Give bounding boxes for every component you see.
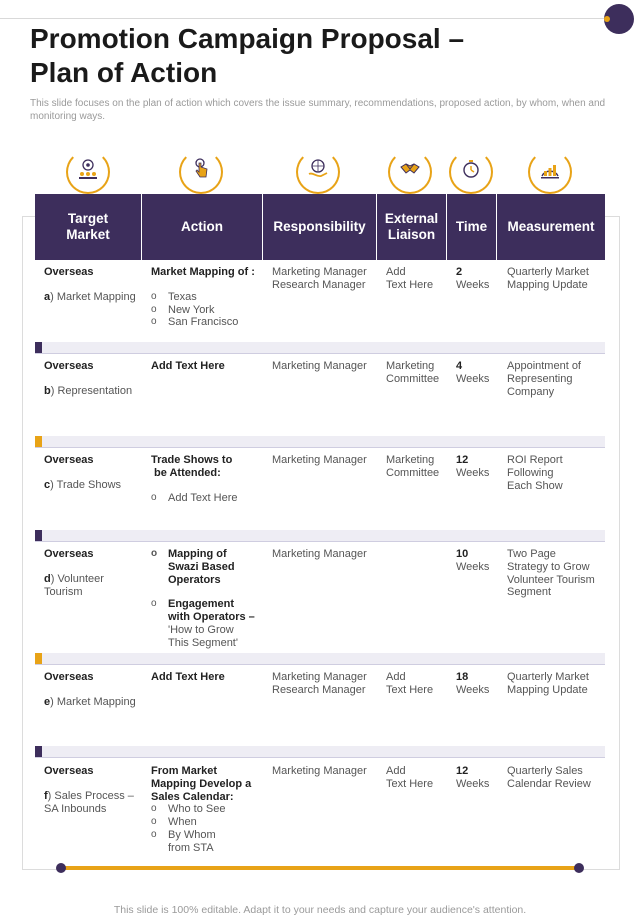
header-external-liaison: External Liaison [377, 194, 447, 260]
footer-note: This slide is 100% editable. Adapt it to your needs and capture your audience's attention. [113, 904, 527, 916]
liaison-cell: Add Text Here [386, 671, 434, 696]
handshake-icon [388, 150, 434, 194]
responsibility-cell: Marketing Manager Research Manager [272, 671, 367, 696]
top-rule [0, 18, 604, 19]
bottom-dot-left [56, 863, 66, 873]
time-cell: 4 Weeks [456, 360, 490, 385]
table-row: Overseas c) Trade Shows [44, 454, 122, 491]
action-cell: Add Text Here [151, 671, 225, 683]
table-row: Overseas b) Representation [44, 360, 133, 397]
header-action: Action [142, 194, 263, 260]
chart-measure-icon [528, 150, 574, 194]
page-subtitle: This slide focuses on the plan of action which covers the issue summary, recommendations, proposed action, by whom, when and monitoring ways. [30, 98, 606, 122]
bottom-accent-bar [64, 866, 576, 870]
responsibility-cell: Marketing Manager [272, 360, 367, 372]
measurement-cell: ROI Report Following Each Show [507, 454, 563, 492]
action-cell: Add Text Here [151, 360, 225, 372]
measurement-cell: Quarterly Market Mapping Update [507, 671, 589, 696]
table-row: Overseas a) Market Mapping [44, 266, 136, 303]
time-cell: 18 Weeks [456, 671, 490, 696]
globe-hand-icon [296, 150, 342, 194]
row-divider [35, 436, 605, 448]
header-target-market: Target Market [35, 194, 142, 260]
time-cell: 10 Weeks [456, 548, 490, 573]
table-row: Overseas d) Volunteer Tourism [44, 548, 104, 598]
action-cell: o Mapping of Swazi Based Operators o Engagement with Operators – 'How to Grow This Segment' [151, 548, 255, 650]
measurement-cell: Appointment of Representing Company [507, 360, 581, 398]
action-cell: Trade Shows to be Attended: o Add Text Here [151, 454, 238, 504]
hand-touch-icon [179, 150, 225, 194]
people-target-icon [66, 150, 112, 194]
liaison-cell: Marketing Committee [386, 454, 440, 479]
responsibility-cell: Marketing Manager Research Manager [272, 266, 367, 291]
time-cell: 12 Weeks [456, 454, 490, 479]
measurement-cell: Quarterly Sales Calendar Review [507, 765, 591, 790]
row-divider [35, 342, 605, 354]
liaison-cell: Marketing Committee [386, 360, 440, 385]
measurement-cell: Quarterly Market Mapping Update [507, 266, 589, 291]
table-row: Overseas e) Market Mapping [44, 671, 136, 708]
responsibility-cell: Marketing Manager [272, 548, 367, 560]
time-cell: 2 Weeks [456, 266, 490, 291]
action-cell: Market Mapping of : o Texas o New York o San Francisco [151, 266, 255, 329]
header-time: Time [447, 194, 497, 260]
row-divider [35, 530, 605, 542]
responsibility-cell: Marketing Manager [272, 454, 367, 466]
header-measurement: Measurement [497, 194, 605, 260]
liaison-cell: Add Text Here [386, 765, 434, 790]
time-cell: 12 Weeks [456, 765, 490, 790]
row-divider [35, 653, 605, 665]
measurement-cell: Two Page Strategy to Grow Volunteer Tourism Segment [507, 548, 595, 599]
responsibility-cell: Marketing Manager [272, 765, 367, 777]
row-divider [35, 746, 605, 758]
stopwatch-icon [449, 150, 495, 194]
header-responsibility: Responsibility [263, 194, 377, 260]
corner-dot [604, 4, 634, 34]
action-cell: From Market Mapping Develop a Sales Calendar: o Who to See o When o By Whom from STA [151, 765, 251, 855]
table-row: Overseas f) Sales Process – SA Inbounds [44, 765, 134, 815]
liaison-cell: Add Text Here [386, 266, 434, 291]
bottom-dot-right [574, 863, 584, 873]
page-title: Promotion Campaign Proposal – Plan of Action [30, 23, 465, 88]
